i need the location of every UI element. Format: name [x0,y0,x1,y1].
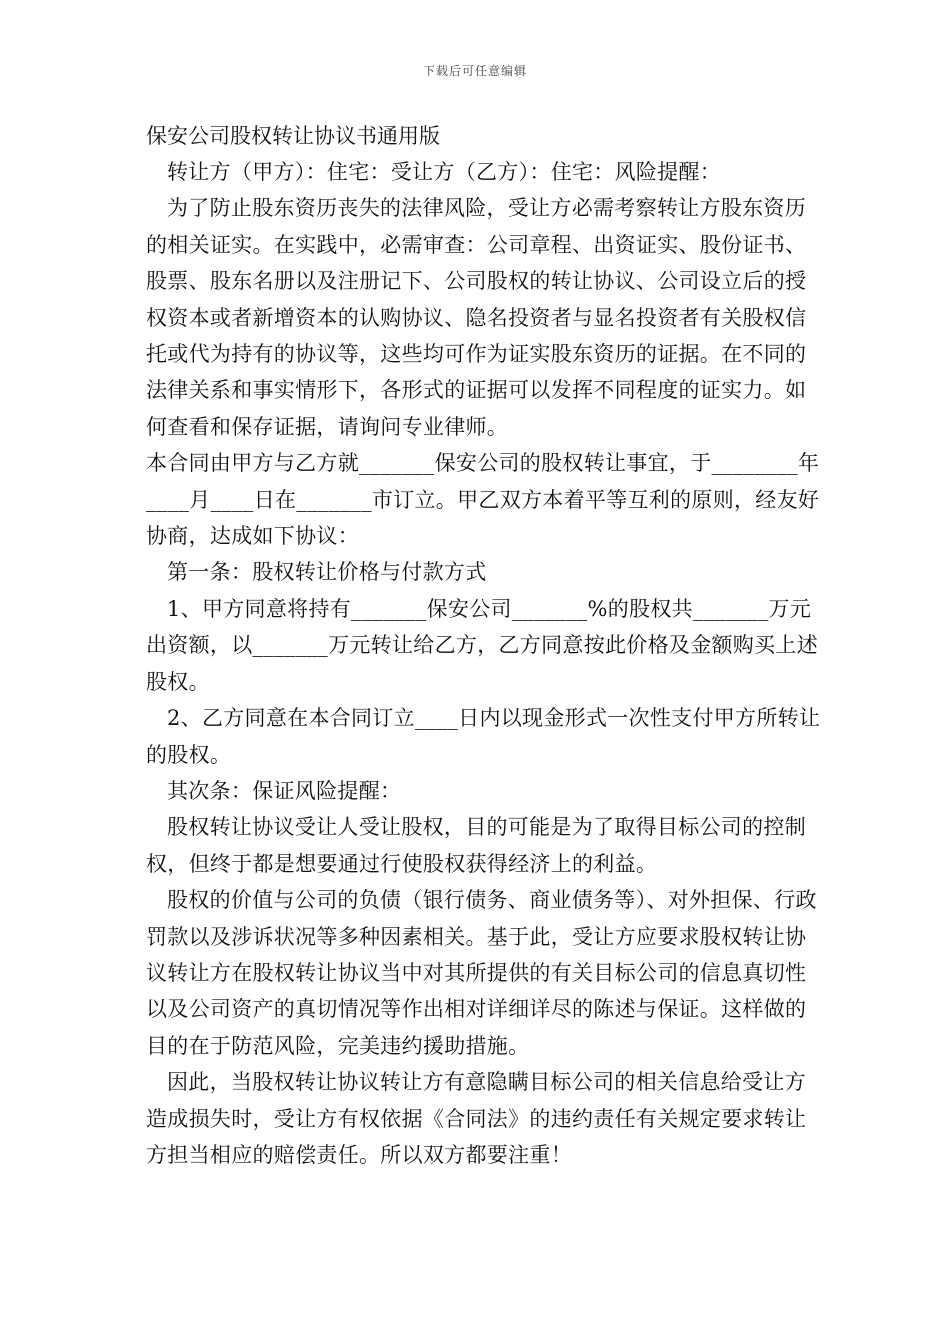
risk-paragraph-shareholder: 为了防止股东资历丧失的法律风险，受让方必需考察转让方股东资历的相关证实。在实践中，必需审查：公司章程、出资证实、股份证书、股票、股东名册以及注册记下、公司股权的转让协议、公司设立后的授权资本或者新增资本的认购协议、隐名投资者与显名投资者有关股权信托或代为持有的协议等，这些均可作为证实股东资历的证据。在不同的法律关系和事实情形下，各形式的证据可以发挥不同程度的证实力。如何查看和保存证据，请询问专业律师。 [146,196,807,439]
article-1-clause-1: 1、甲方同意将持有_______保安公司_______%的股权共_______万元出资额，以_______万元转让给乙方，乙方同意按此价格及金额购买上述股权。 [146,596,818,694]
article-2-heading: 其次条：保证风险提醒： [167,778,402,803]
guarantee-paragraph-1: 股权转让协议受让人受让股权，目的可能是为了取得目标公司的控制权，但终于都是想要通过行使股权获得经济上的利益。 [146,815,806,876]
document-title: 保安公司股权转让协议书通用版 [146,124,440,148]
article-1-clause-2: 2、乙方同意在本合同订立____日内以现金形式一次性支付甲方所转让的股权。 [146,706,821,767]
parties-line: 转让方（甲方）：住宅：受让方（乙方）：住宅：风险提醒： [167,160,722,184]
document-body [146,118,826,1173]
page-header-note: 下载后可任意编辑 [422,64,527,78]
guarantee-paragraph-2: 股权的价值与公司的负债（银行债务、商业债务等）、对外担保、行政罚款以及涉诉状况等多种因素相关。基于此，受让方应要求股权转让协议转让方在股权转让协议当中对其所提供的有关目标公司的信息真切性以及公司资产的真切情况等作出相对详细详尽的陈述与保证。这样做的目的在于防范风险，完美违约援助措施。 [146,888,817,1058]
contract-intro-paragraph: 本合同由甲方与乙方就_______保安公司的股权转让事宜，于________年____月____日在_______市订立。甲乙双方本着平等互利的原则，经友好协商，达成如下协议： [146,451,820,549]
guarantee-paragraph-3: 因此，当股权转让协议转让方有意隐瞒目标公司的相关信息给受让方造成损失时，受让方有权依据《合同法》的违约责任有关规定要求转让方担当相应的赔偿责任。所以双方都要注重！ [146,1070,807,1167]
article-1-heading: 第一条：股权转让价格与付款方式 [167,560,487,585]
